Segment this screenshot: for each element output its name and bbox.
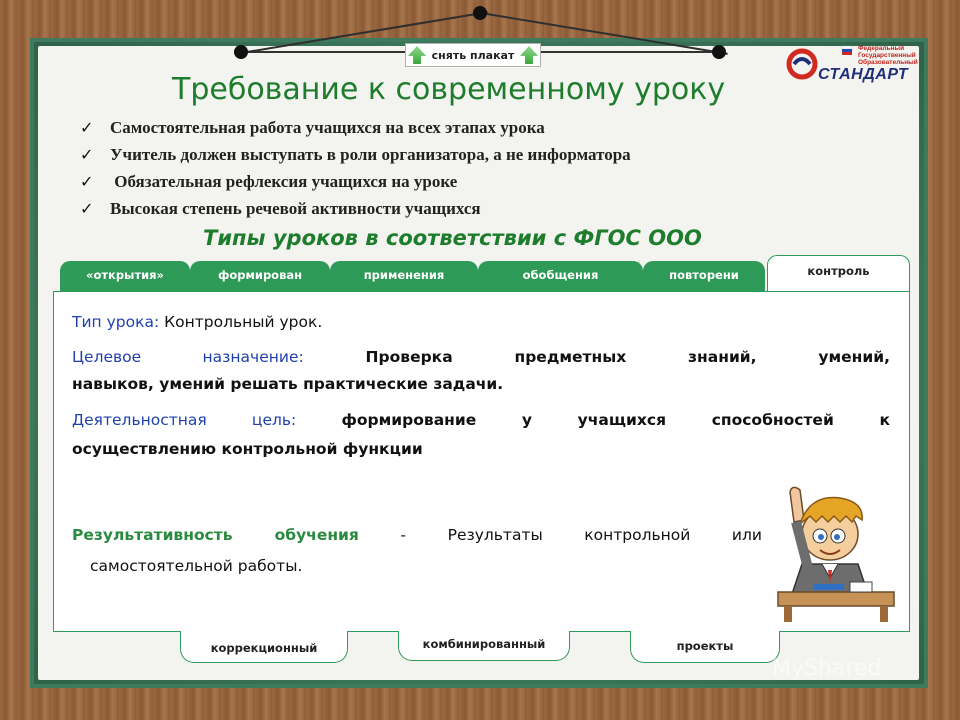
checkmark-icon: ✓: [80, 145, 94, 164]
logo-caption-line: Федеральный: [858, 45, 905, 52]
tab-combined[interactable]: комбинированный: [398, 631, 570, 661]
checkmark-icon: ✓: [80, 172, 94, 191]
lesson-type-line: [72, 313, 890, 331]
result-value: - Результаты контрольной или: [358, 526, 762, 544]
activity-value-line-2: осуществлению контрольной функции: [72, 440, 423, 458]
lesson-type-label: Тип урока:: [72, 313, 165, 331]
arrow-up-icon: [520, 46, 538, 64]
list-item-text: Обязательная рефлексия учащихся на уроке: [110, 172, 458, 191]
result-value-line-2: самостоятельной работы.: [90, 557, 303, 575]
list-item-text: Учитель должен выступать в роли организатора, а не информатора: [110, 145, 631, 164]
unpin-poster-button[interactable]: [405, 43, 541, 67]
logo-caption-line: Государственный: [858, 52, 916, 59]
goal-line-1: [72, 346, 890, 368]
goal-value-line-2: навыков, умений решать практические задачи.: [72, 375, 504, 393]
pin-top: [473, 6, 487, 20]
logo-caption-line: Образовательный: [858, 59, 918, 66]
list-item-text: Высокая степень речевой активности учащихся: [110, 199, 481, 218]
requirements-list: [80, 114, 631, 222]
list-item: [80, 168, 631, 195]
list-item: [80, 114, 631, 141]
watermark: MyShared: [772, 656, 882, 681]
activity-value: формирование у учащихся способностей к: [341, 411, 891, 429]
tab-projects[interactable]: проекты: [630, 631, 780, 663]
goal-value: Проверка предметных знаний, умений,: [303, 348, 890, 366]
arrow-up-icon: [408, 46, 426, 64]
list-item: [80, 141, 631, 168]
schoolboy-illustration: [770, 484, 900, 624]
tab-generalization[interactable]: обобщения: [478, 261, 643, 291]
list-item: [80, 195, 631, 222]
result-label: Результативность обучения: [72, 526, 359, 544]
tab-discovery[interactable]: «открытия»: [60, 261, 190, 291]
checkmark-icon: ✓: [80, 118, 94, 137]
pin-left: [234, 45, 248, 59]
tab-control[interactable]: контроль: [767, 255, 910, 295]
pin-right: [712, 45, 726, 59]
tab-formation[interactable]: формирован: [190, 261, 330, 291]
goal-colon: :: [298, 348, 304, 366]
unpin-poster-label: снять плакат: [431, 48, 515, 62]
lesson-types-heading: Типы уроков в соответствии с ФГОС ООО: [203, 226, 702, 250]
list-item-text: Самостоятельная работа учащихся на всех этапах урока: [110, 118, 545, 137]
logo-word: СТАНДАРТ: [818, 66, 909, 83]
tab-correction[interactable]: коррекционный: [180, 631, 348, 663]
activity-line-1: [72, 411, 890, 429]
result-line-1: [72, 526, 762, 544]
lesson-type-value: Контрольный урок.: [164, 313, 323, 331]
tab-application[interactable]: применения: [330, 261, 478, 291]
activity-label: Деятельностная цель: [72, 411, 292, 429]
logo-caption: [858, 45, 918, 66]
poster-title: Требование к современному уроку: [172, 72, 726, 107]
tab-repetition[interactable]: повторени: [643, 261, 765, 291]
activity-colon: :: [291, 411, 342, 429]
goal-label: Целевое назначение: [72, 348, 299, 366]
checkmark-icon: ✓: [80, 199, 94, 218]
